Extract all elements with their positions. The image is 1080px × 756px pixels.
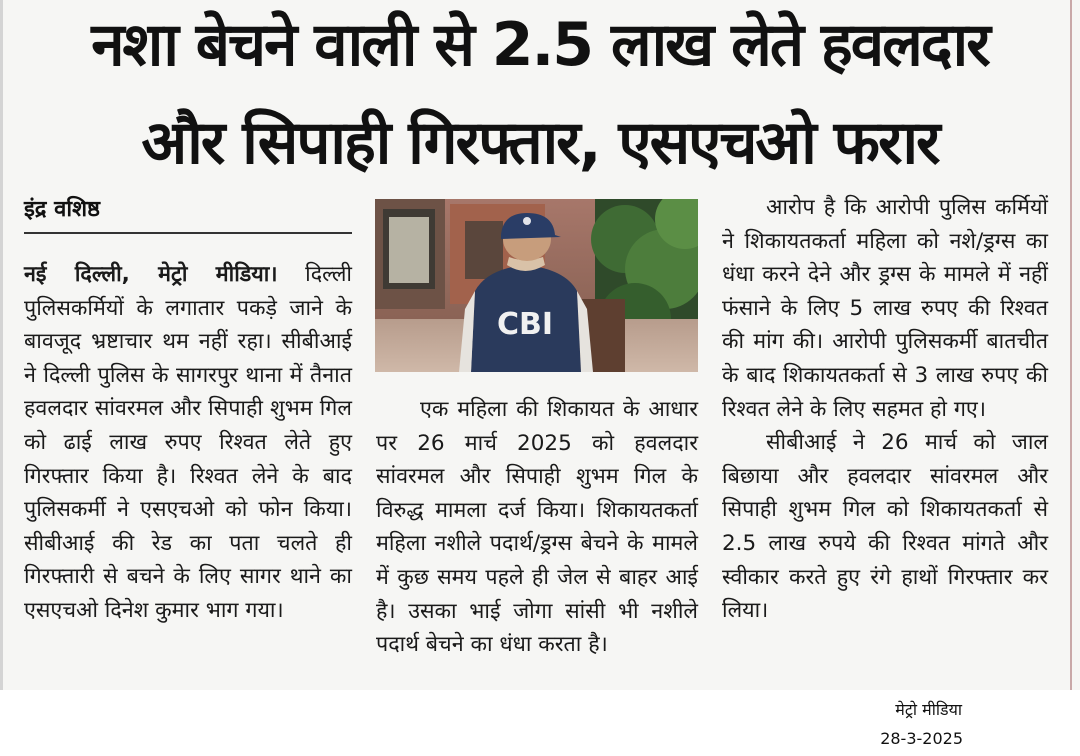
cbi-vest-text: CBI [496,307,554,342]
byline: इंद्र वशिष्ठ [24,197,100,222]
left-edge-rule [0,0,3,690]
column-2-text: एक महिला की शिकायत के आधार पर 26 मार्च 2025 को हवलदार सांवरमल और सिपाही शुभम गिल के विरुद्ध मामला दर्ज किया। शिकायतकर्ता महिला नशीले पदार्थ/ड्रग्स बेचने के मामले में कुछ समय पहले ही जेल से बाहर आई है। उसका भाई जोगा सांसी भी नशीले पदार्थ बेचने का धंधा करता है। [376,397,698,658]
column-3-paragraph-2: सीबीआई ने 26 मार्च को जाल बिछाया और हवलदार सांवरमल और सिपाही शुभम गिल को शिकायतकर्ता से 2.5 लाख रुपये की रिश्वत मांगते और स्वीकार करते हुए रंगे हाथों गिरफ्तार कर लिया। [722,430,1048,624]
footer-source: मेट्रो मीडिया [895,700,962,719]
column-3-paragraph-1: आरोप है कि आरोपी पुलिस कर्मियों ने शिकायतकर्ता महिला को नशे/ड्रग्स का धंधा करने देने और ड्रग्स के मामले में नहीं फंसाने के लिए 5 लाख रुपए की रिश्वत की मांग की। आरोपी पुलिसकर्मी बातचीत के बाद शिकायतकर्ता से 3 लाख रुपए की रिश्वत लेने के लिए सहमत हो गए। [722,195,1048,422]
article-column-2 [376,393,698,662]
news-photo [375,199,698,372]
article-column-3 [722,191,1048,628]
article-column-1 [24,258,352,628]
footer-date: 28-3-2025 [880,729,963,748]
column-1-text: दिल्ली पुलिसकर्मियों के लगातार पकड़े जाने के बावजूद भ्रष्टाचार थम नहीं रहा। सीबीआई ने दिल्ली पुलिस के सागरपुर थाना में तैनात हवलदार सांवरमल और सिपाही शुभम गिल को ढाई लाख रुपए रिश्वत लेते हुए गिरफ्तार किया है। रिश्वत लेने के बाद पुलिसकर्मी ने एसएचओ को फोन किया। सीबीआई की रेड का पता चलते ही गिरफ्तारी से बचने के लिए सागर थाने का एसएचओ दिनेश कुमार भाग गया। [24,262,352,623]
right-edge-rule [1070,0,1072,690]
byline-divider [24,232,352,234]
headline-line-1: नशा बेचने वाली से 2.5 लाख लेते हवलदार [91,10,989,80]
dateline: नई दिल्ली, मेट्रो मीडिया। [24,262,278,287]
headline-line-2: और सिपाही गिरफ्तार, एसएचओ फरार [141,108,939,178]
